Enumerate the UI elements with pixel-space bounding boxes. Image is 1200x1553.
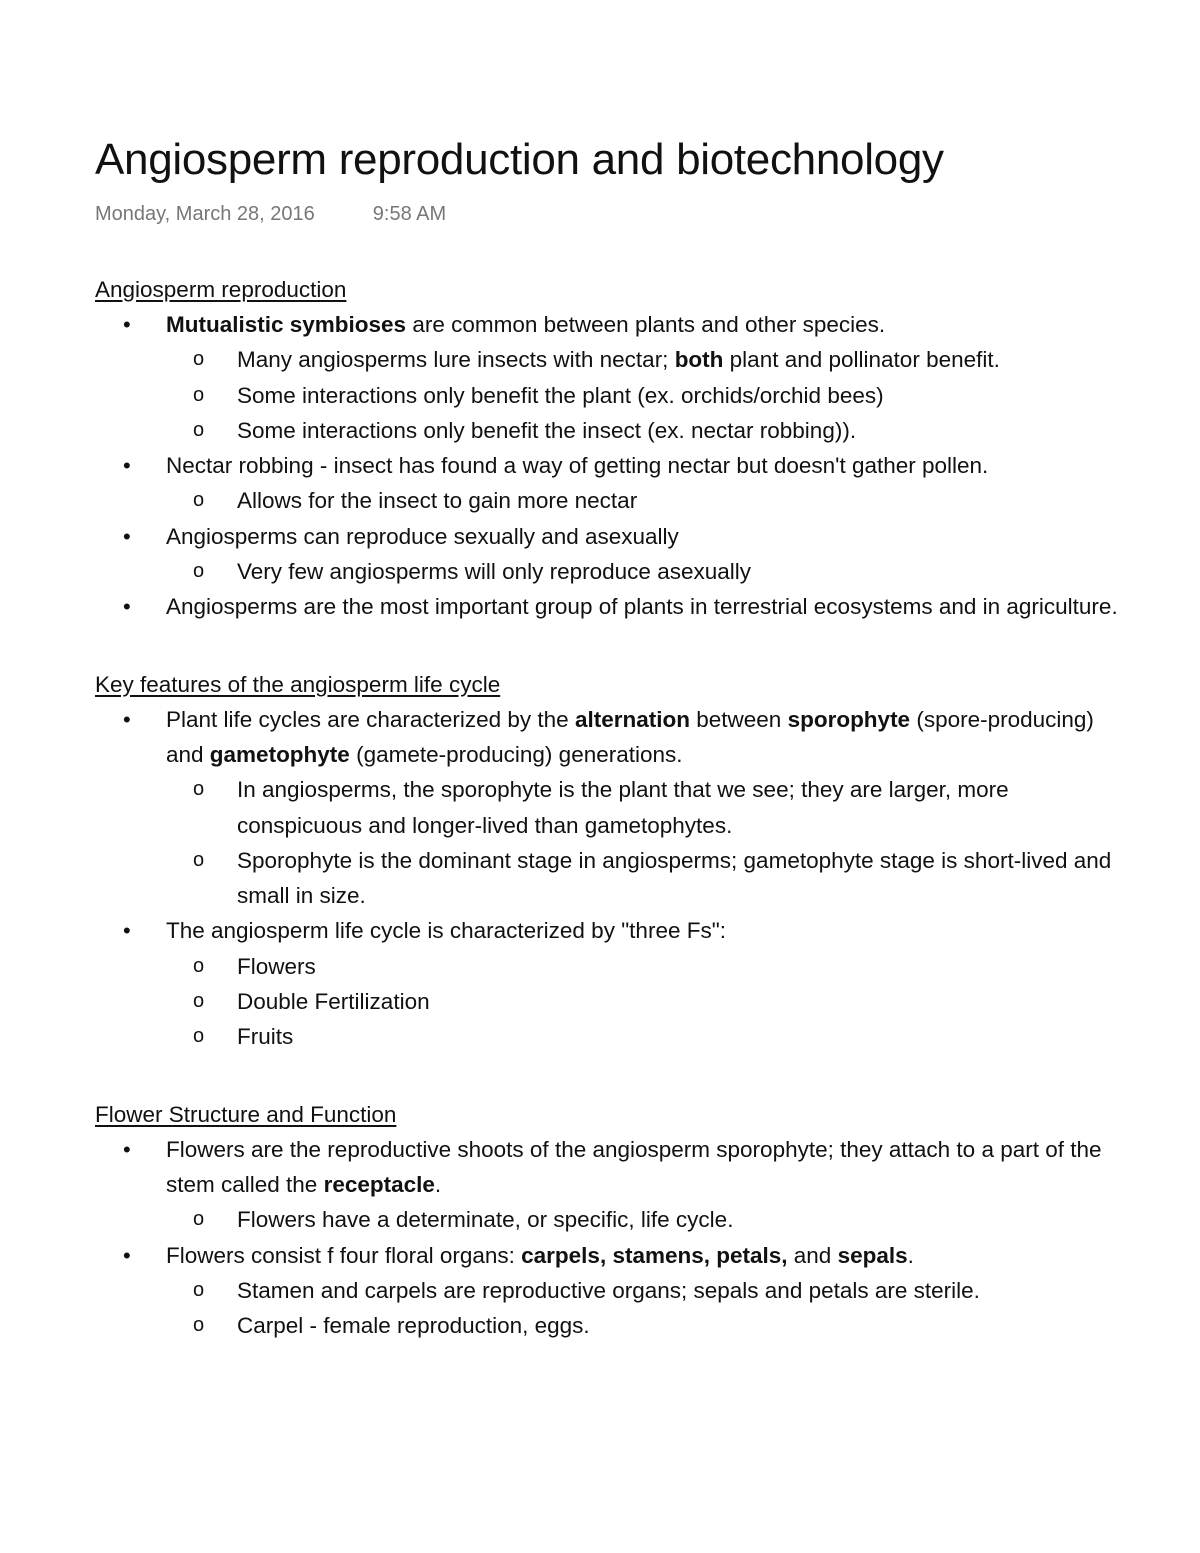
item-text: . bbox=[434, 1171, 442, 1197]
sub-bullet-item bbox=[95, 1308, 1135, 1343]
item-text: (spore-producing) and bbox=[166, 706, 1094, 767]
item-text: Flowers bbox=[237, 953, 316, 979]
bold-text: carpels, stamens, petals, bbox=[521, 1242, 788, 1268]
note-body bbox=[95, 272, 1135, 1343]
item-text: between bbox=[689, 706, 788, 732]
sub-bullet-item bbox=[95, 413, 1135, 448]
bold-text: gametophyte bbox=[209, 741, 350, 767]
sub-bullet-marker: o bbox=[193, 954, 205, 977]
section-heading: Key features of the angiosperm life cycle bbox=[95, 671, 501, 697]
sub-bullet-item bbox=[95, 554, 1135, 589]
bold-text: both bbox=[674, 347, 724, 373]
bullet-marker: • bbox=[123, 1136, 131, 1162]
item-text: Flowers have a determinate, or specific, life cycle. bbox=[237, 1207, 734, 1233]
bullet-marker: • bbox=[123, 594, 131, 620]
item-text: Fruits bbox=[237, 1024, 294, 1050]
bullet-marker: • bbox=[123, 706, 131, 732]
sub-bullet-marker: o bbox=[193, 1025, 205, 1048]
sub-bullet-item bbox=[95, 772, 1135, 843]
page-date: Monday, March 28, 2016 bbox=[95, 203, 315, 225]
bullet-marker: • bbox=[123, 523, 131, 549]
bullet-marker: • bbox=[123, 918, 131, 944]
bullet-item bbox=[95, 519, 1135, 554]
sub-bullet-item bbox=[95, 342, 1135, 377]
item-text: . bbox=[907, 1242, 914, 1268]
sub-bullet-item bbox=[95, 1019, 1135, 1054]
page-timestamp bbox=[95, 200, 1135, 228]
sub-bullet-item bbox=[95, 483, 1135, 518]
bullet-item bbox=[95, 913, 1135, 948]
bullet-list bbox=[95, 1132, 1135, 1344]
note-section bbox=[95, 667, 1135, 1055]
sub-bullet-item bbox=[95, 984, 1135, 1019]
bullet-item bbox=[95, 307, 1135, 342]
sub-bullet-marker: o bbox=[193, 1208, 205, 1231]
item-text: Carpel - female reproduction, eggs. bbox=[237, 1313, 590, 1339]
note-section bbox=[95, 272, 1135, 625]
sub-bullet-item bbox=[95, 378, 1135, 413]
bullet-marker: • bbox=[123, 453, 131, 479]
sub-bullet-item bbox=[95, 1273, 1135, 1308]
item-text: Allows for the insect to gain more nectar bbox=[237, 488, 638, 514]
item-text: Double Fertilization bbox=[237, 989, 430, 1015]
bullet-item bbox=[95, 448, 1135, 483]
bold-text: alternation bbox=[574, 706, 690, 732]
item-text: (gamete-producing) generations. bbox=[349, 741, 683, 767]
bold-text: Mutualistic symbioses bbox=[166, 312, 407, 337]
item-text: Very few angiosperms will only reproduce asexually bbox=[237, 559, 751, 585]
sub-bullet-marker: o bbox=[193, 1314, 205, 1337]
item-text: Sporophyte is the dominant stage in angiosperms; gametophyte stage is short-lived and small in size. bbox=[237, 847, 1112, 909]
sub-bullet-marker: o bbox=[193, 990, 205, 1013]
item-text: Angiosperms can reproduce sexually and asexually bbox=[166, 523, 679, 549]
section-heading: Angiosperm reproduction bbox=[95, 277, 347, 302]
item-text: Some interactions only benefit the plant (ex. orchids/orchid bees) bbox=[237, 382, 884, 408]
sub-bullet-item bbox=[95, 1202, 1135, 1237]
bold-text: sepals bbox=[837, 1242, 908, 1268]
sub-bullet-item bbox=[95, 949, 1135, 984]
sub-bullet-marker: o bbox=[193, 383, 205, 406]
item-text: Angiosperms are the most important group of plants in terrestrial ecosystems and in agriculture. bbox=[166, 594, 1118, 620]
sub-bullet-marker: o bbox=[193, 418, 205, 441]
sub-bullet-marker: o bbox=[193, 489, 205, 512]
note-page bbox=[95, 130, 1135, 1343]
bullet-item bbox=[95, 1132, 1135, 1203]
item-text: are common between plants and other species. bbox=[406, 312, 886, 337]
sub-bullet-marker: o bbox=[193, 778, 205, 801]
bullet-item bbox=[95, 589, 1135, 624]
item-text: Some interactions only benefit the insect (ex. nectar robbing)). bbox=[237, 417, 857, 443]
bullet-item bbox=[95, 1238, 1135, 1273]
sub-bullet-marker: o bbox=[193, 1278, 205, 1301]
item-text: Flowers consist f four floral organs: bbox=[166, 1242, 522, 1268]
page-time: 9:58 AM bbox=[372, 203, 447, 225]
note-section bbox=[95, 1097, 1135, 1344]
bullet-marker: • bbox=[123, 312, 131, 337]
item-text: Plant life cycles are characterized by the bbox=[166, 706, 575, 732]
item-text: In angiosperms, the sporophyte is the plant that we see; they are larger, more conspicuous and longer-lived than gametophytes. bbox=[237, 777, 1009, 838]
item-text: Many angiosperms lure insects with nectar; bbox=[237, 347, 675, 373]
sub-bullet-marker: o bbox=[193, 848, 205, 871]
page-title: Angiosperm reproduction and biotechnology bbox=[95, 135, 944, 184]
bullet-marker: • bbox=[123, 1242, 131, 1268]
bold-text: receptacle bbox=[323, 1171, 435, 1197]
sub-bullet-marker: o bbox=[193, 348, 205, 371]
item-text: Stamen and carpels are reproductive organs; sepals and petals are sterile. bbox=[237, 1277, 980, 1303]
section-heading: Flower Structure and Function bbox=[95, 1101, 397, 1127]
bold-text: sporophyte bbox=[787, 706, 911, 732]
item-text: Nectar robbing - insect has found a way of getting nectar but doesn't gather pollen. bbox=[166, 453, 989, 479]
item-text: The angiosperm life cycle is characterized by "three Fs": bbox=[166, 918, 726, 944]
sub-bullet-item bbox=[95, 843, 1135, 914]
bullet-list bbox=[95, 702, 1135, 1055]
item-text: plant and pollinator benefit. bbox=[723, 347, 1000, 373]
item-text: and bbox=[787, 1242, 838, 1268]
bullet-list bbox=[95, 307, 1135, 625]
sub-bullet-marker: o bbox=[193, 560, 205, 583]
bullet-item bbox=[95, 702, 1135, 773]
item-text: Flowers are the reproductive shoots of the angiosperm sporophyte; they attach to a part of the stem called the bbox=[166, 1136, 1102, 1197]
